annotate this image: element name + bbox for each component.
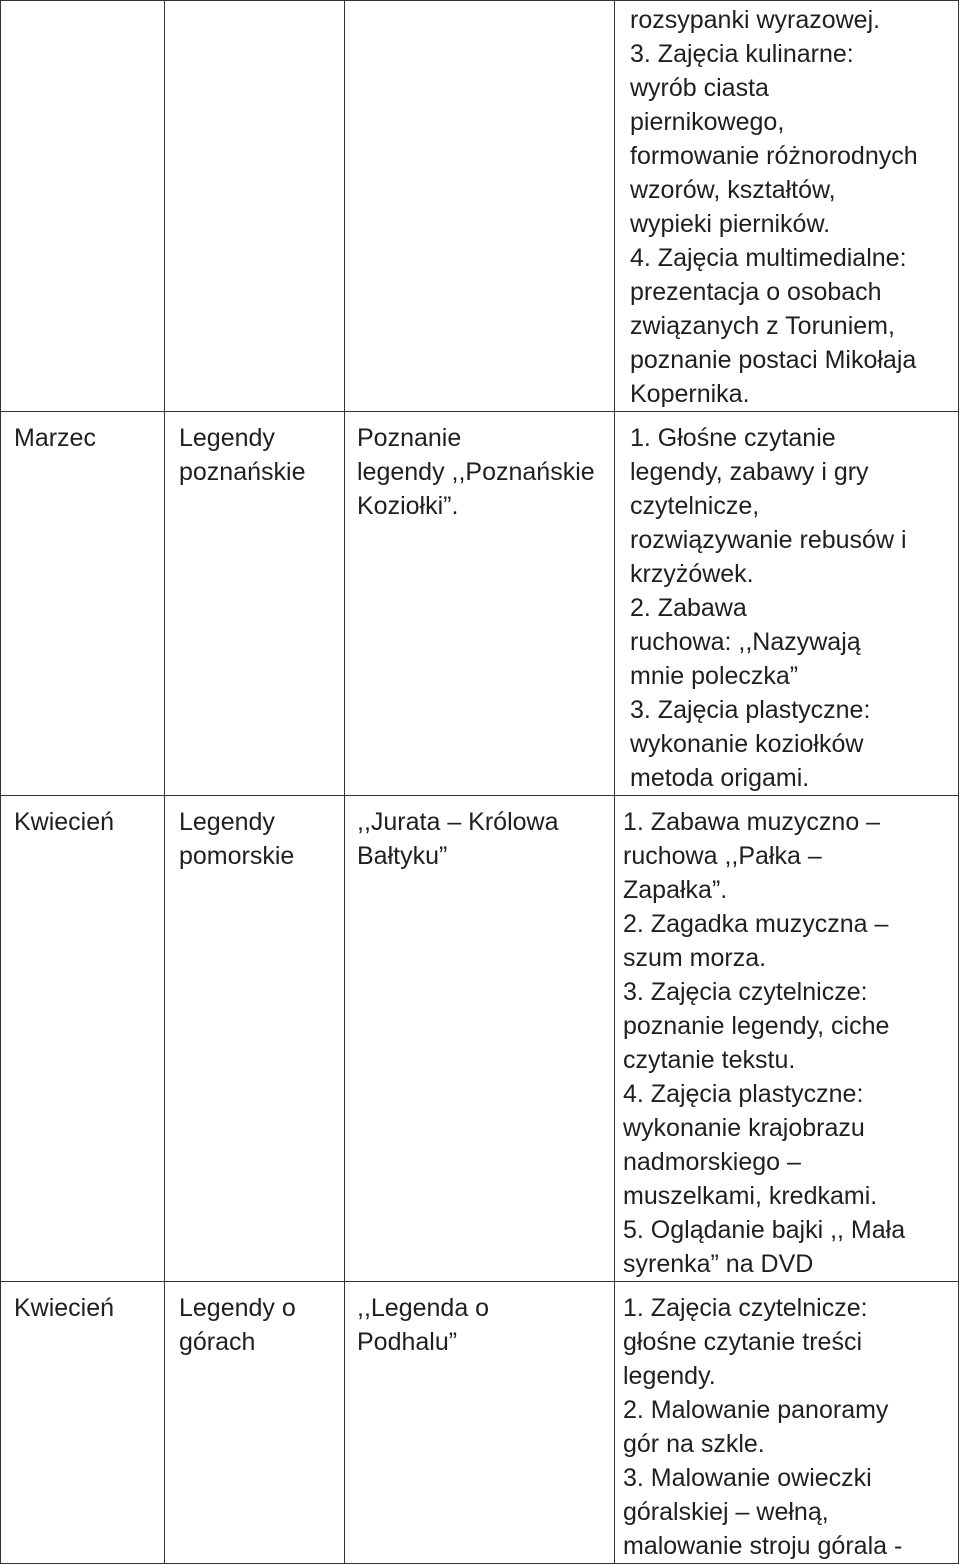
cell-text-line: nadmorskiego – bbox=[623, 1148, 801, 1176]
activities-cell bbox=[615, 412, 959, 796]
month-cell bbox=[1, 1282, 165, 1564]
table-row bbox=[1, 796, 959, 1282]
cell-text-line: malowanie stroju górala - bbox=[623, 1532, 903, 1560]
topic-cell bbox=[165, 1, 345, 412]
cell-text-line: poznanie legendy, ciche bbox=[623, 1012, 890, 1040]
topic-cell bbox=[165, 412, 345, 796]
cell-text-line: Bałtyku” bbox=[357, 842, 448, 870]
cell-text-line: ruchowa: ,,Nazywają bbox=[630, 628, 861, 656]
table-row bbox=[1, 1, 959, 412]
cell-text-line: szum morza. bbox=[623, 944, 767, 972]
cell-text-line: poznańskie bbox=[179, 458, 306, 486]
cell-text-line: ruchowa ,,Pałka – bbox=[623, 842, 822, 870]
cell-text-line: piernikowego, bbox=[630, 108, 785, 136]
cell-text-line: Legendy bbox=[179, 808, 275, 836]
cell-text-line: Legendy o bbox=[179, 1294, 296, 1322]
cell-text-line: rozsypanki wyrazowej. bbox=[630, 6, 881, 34]
cell-text-line: 2. Zagadka muzyczna – bbox=[623, 910, 889, 938]
cell-text-line: rozwiązywanie rebusów i bbox=[630, 526, 907, 554]
cell-text-line: górach bbox=[179, 1328, 256, 1356]
cell-text-line: 1. Zabawa muzyczno – bbox=[623, 808, 881, 836]
cell-text-line: syrenka” na DVD bbox=[623, 1250, 814, 1278]
cell-text-line: góralskiej – wełną, bbox=[623, 1498, 829, 1526]
month-cell bbox=[1, 1, 165, 412]
cell-text-line: 3. Zajęcia czytelnicze: bbox=[623, 978, 868, 1006]
cell-text-line: 4. Zajęcia multimedialne: bbox=[630, 244, 907, 272]
cell-text-line: ,,Legenda o bbox=[357, 1294, 490, 1322]
activities-cell bbox=[615, 796, 959, 1282]
cell-text-line: Kwiecień bbox=[14, 1294, 115, 1322]
cell-text-line: Zapałka”. bbox=[623, 876, 728, 904]
cell-text-line: Kopernika. bbox=[630, 380, 750, 408]
cell-text-line: czytanie tekstu. bbox=[623, 1046, 796, 1074]
cell-text-line: mnie poleczka” bbox=[630, 662, 799, 690]
month-cell bbox=[1, 412, 165, 796]
cell-text-line: wykonanie krajobrazu bbox=[623, 1114, 865, 1142]
cell-text-line: Marzec bbox=[14, 424, 96, 452]
cell-text-line: ,,Jurata – Królowa bbox=[357, 808, 559, 836]
cell-text-line: głośne czytanie treści bbox=[623, 1328, 863, 1356]
cell-text-line: krzyżówek. bbox=[630, 560, 754, 588]
activities-cell bbox=[615, 1282, 959, 1564]
cell-text-line: prezentacja o osobach bbox=[630, 278, 882, 306]
topic-cell bbox=[165, 1282, 345, 1564]
cell-text-line: wyrób ciasta bbox=[630, 74, 769, 102]
cell-text-line: Legendy bbox=[179, 424, 275, 452]
table-row bbox=[1, 412, 959, 796]
title-cell bbox=[345, 1, 615, 412]
cell-text-line: czytelnicze, bbox=[630, 492, 760, 520]
cell-text-line: metoda origami. bbox=[630, 764, 810, 792]
cell-text-line: 3. Zajęcia kulinarne: bbox=[630, 40, 854, 68]
cell-text-line: muszelkami, kredkami. bbox=[623, 1182, 878, 1210]
cell-text-line: wykonanie koziołków bbox=[630, 730, 864, 758]
cell-text-line: 2. Malowanie panoramy bbox=[623, 1396, 889, 1424]
title-cell bbox=[345, 1282, 615, 1564]
topic-cell bbox=[165, 796, 345, 1282]
cell-text-line: gór na szkle. bbox=[623, 1430, 765, 1458]
cell-text-line: Koziołki”. bbox=[357, 492, 459, 520]
month-cell bbox=[1, 796, 165, 1282]
cell-text-line: Poznanie bbox=[357, 424, 462, 452]
cell-text-line: Podhalu” bbox=[357, 1328, 458, 1356]
cell-text-line: Kwiecień bbox=[14, 808, 115, 836]
cell-text-line: 5. Oglądanie bajki ,, Mała bbox=[623, 1216, 906, 1244]
cell-text-line: formowanie różnorodnych bbox=[630, 142, 918, 170]
cell-text-line: związanych z Toruniem, bbox=[630, 312, 895, 340]
cell-text-line: wypieki pierników. bbox=[630, 210, 831, 238]
cell-text-line: legendy. bbox=[623, 1362, 716, 1390]
cell-text-line: 4. Zajęcia plastyczne: bbox=[623, 1080, 864, 1108]
cell-text-line: legendy, zabawy i gry bbox=[630, 458, 869, 486]
title-cell bbox=[345, 796, 615, 1282]
cell-text-line: 3. Malowanie owieczki bbox=[623, 1464, 872, 1492]
cell-text-line: wzorów, kształtów, bbox=[630, 176, 836, 204]
table-row bbox=[1, 1282, 959, 1564]
cell-text-line: 1. Głośne czytanie bbox=[630, 424, 836, 452]
cell-text-line: legendy ,,Poznańskie bbox=[357, 458, 595, 486]
cell-text-line: 1. Zajęcia czytelnicze: bbox=[623, 1294, 868, 1322]
cell-text-line: 3. Zajęcia plastyczne: bbox=[630, 696, 871, 724]
cell-text-line: poznanie postaci Mikołaja bbox=[630, 346, 917, 374]
cell-text-line: pomorskie bbox=[179, 842, 295, 870]
activities-cell bbox=[615, 1, 959, 412]
title-cell bbox=[345, 412, 615, 796]
cell-text-line: 2. Zabawa bbox=[630, 594, 747, 622]
